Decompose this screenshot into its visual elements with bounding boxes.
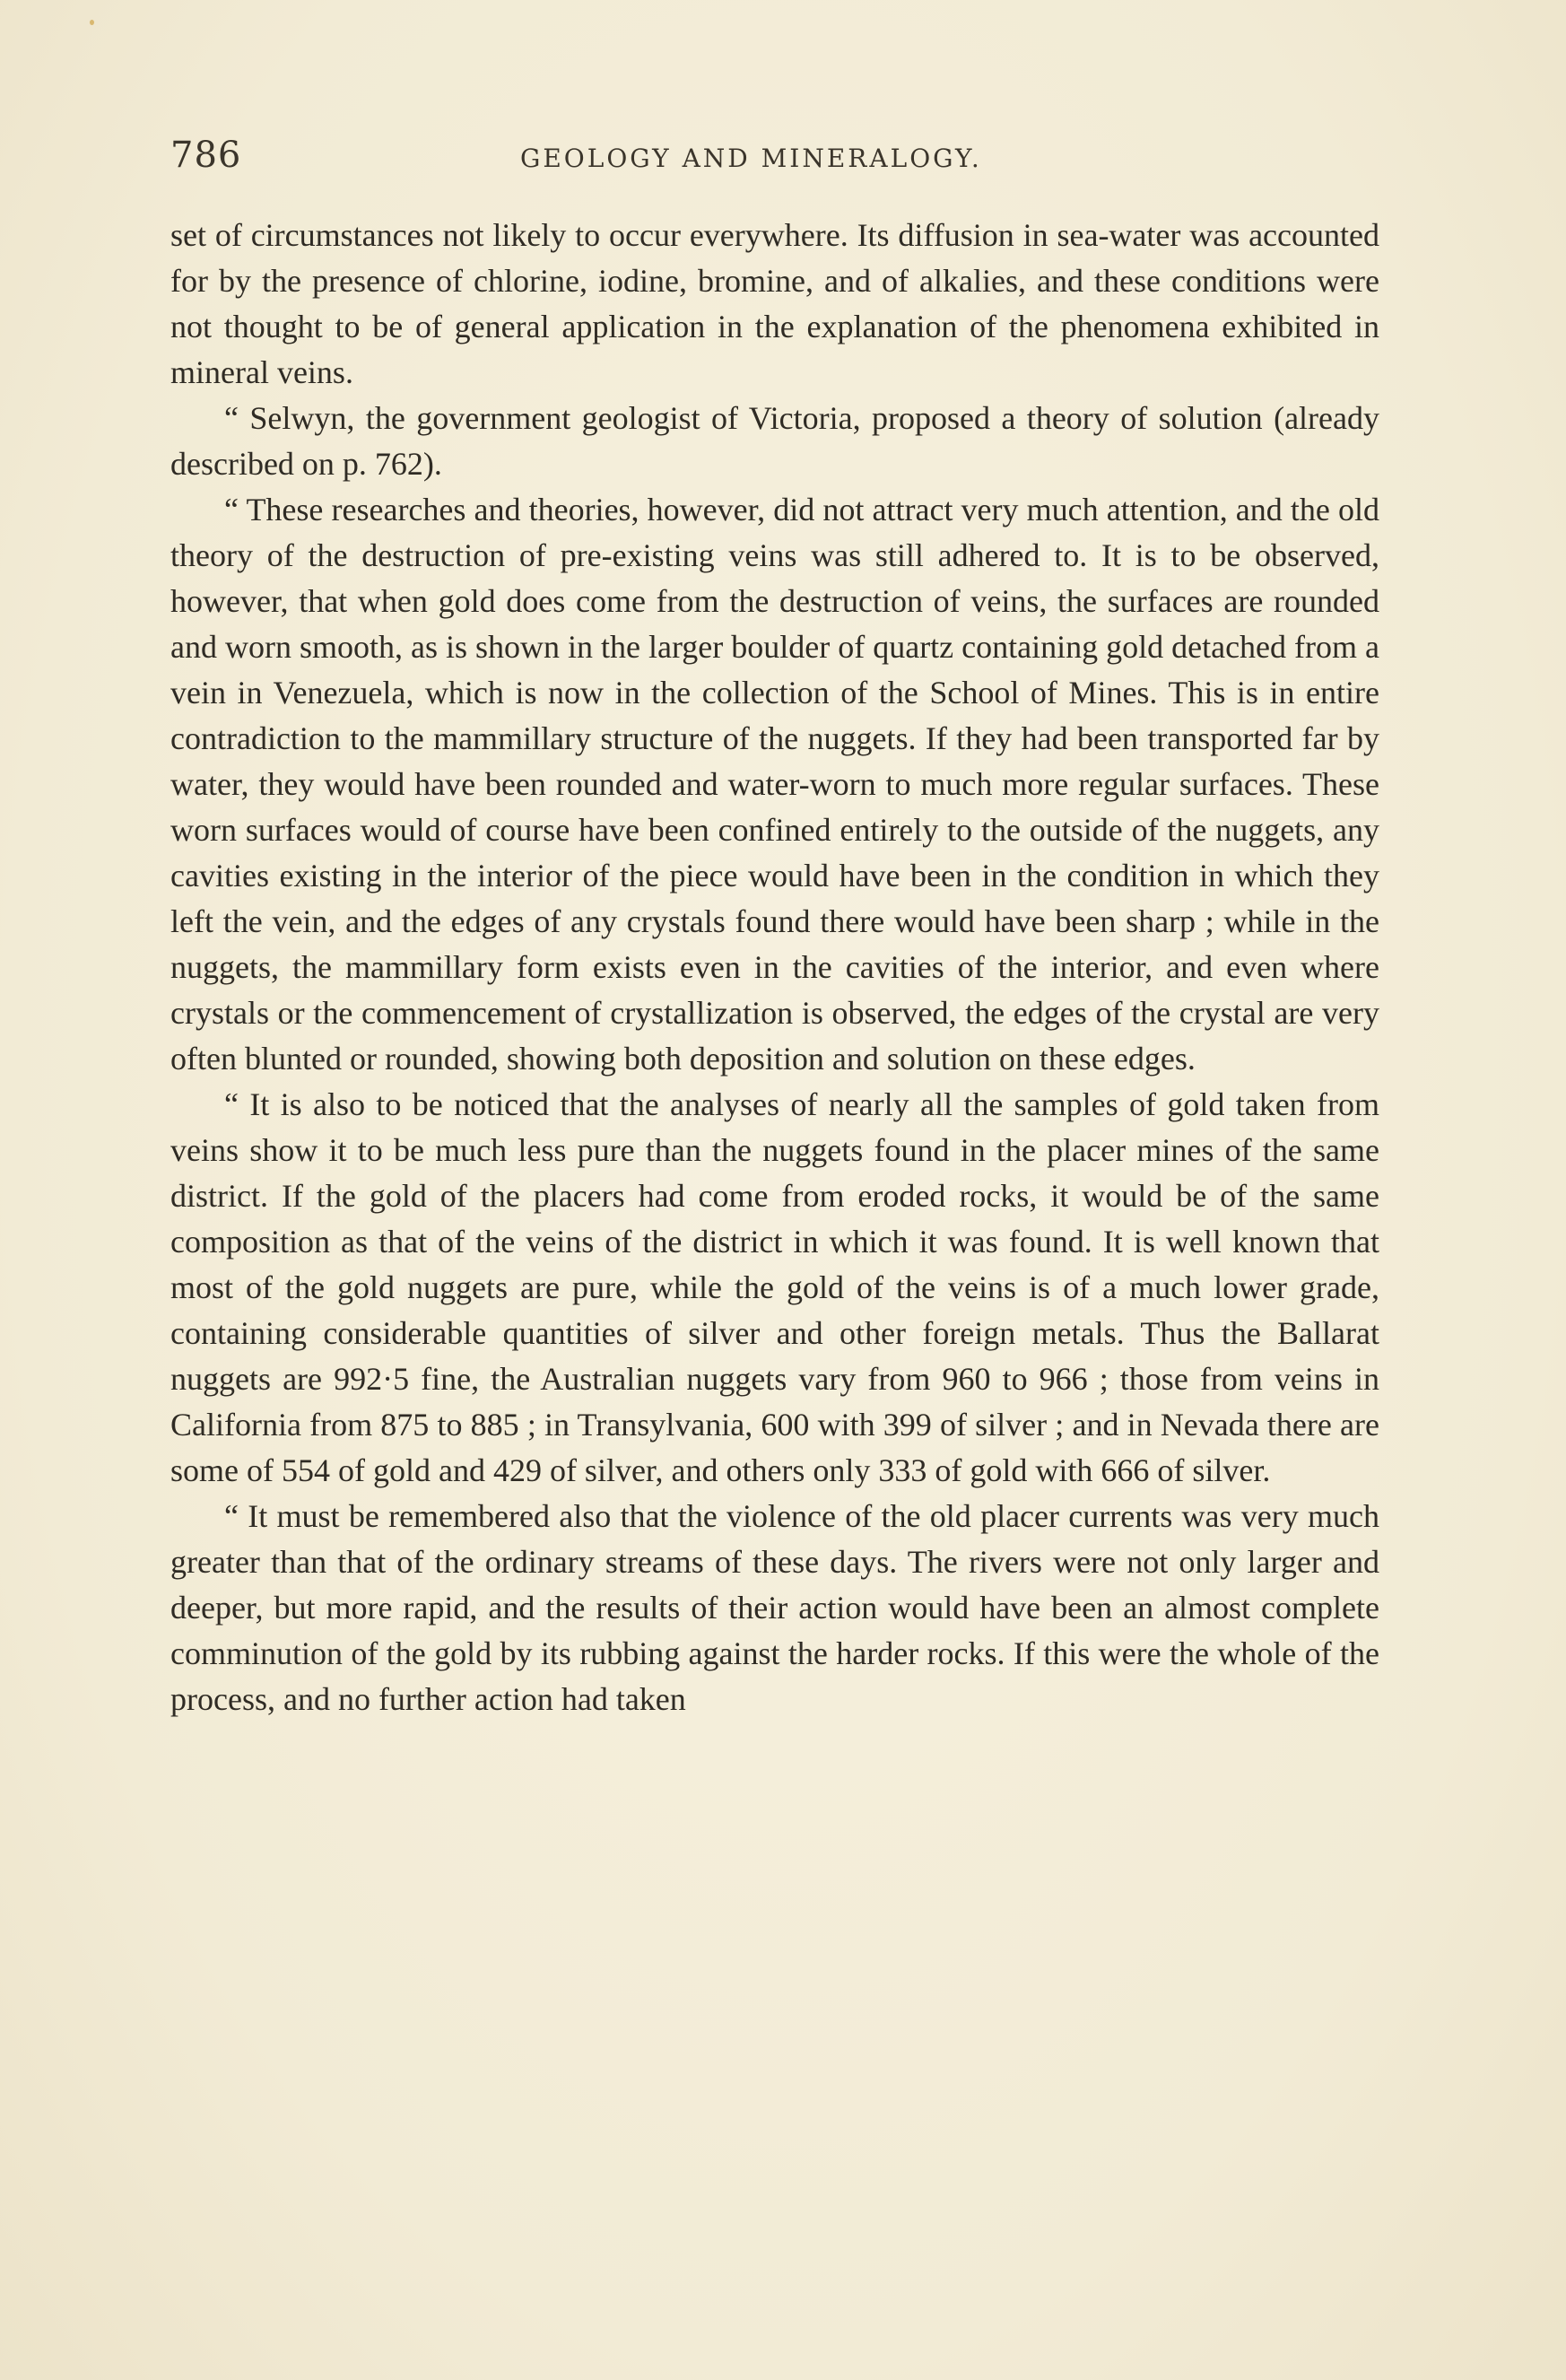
paragraph: “ These researches and theories, however, did not attract very much attention, and the old theory of the destruction of pre-existing veins was still adhered to. It is to be observed, however, that when gold does come from the destruction of veins, the surfaces are rounded and worn smooth, as is shown in the larger boulder of quartz containing gold detached from a vein in Venezuela, which is now in the collection of the School of Mines. This is in entire contradiction to the mammillary structure of the nuggets. If they had been transported far by water, they would have been rounded and water-worn to much more regular surfaces. These worn surfaces would of course have been confined entirely to the outside of the nuggets, any cavities existing in the interior of the piece would have been in the condition in which they left the vein, and the edges of any crystals found there would have been sharp ; while in the nuggets, the mammillary form exists even in the cavities of the interior, and even where crystals or the commencement of crystallization is observed, the edges of the crystal are very often blunted or rounded, showing both deposition and solution on these edges. [170,492,1379,1077]
paragraph: “ It must be remembered also that the violence of the old placer currents was very much greater than that of the ordinary streams of these days. The rivers were not only larger and deeper, but more rapid, and the results of their action would have been an almost complete comminution of the gold by its rubbing against the harder rocks. If this were the whole of the process, and no further action had taken [170,1498,1379,1717]
page-number: 786 [170,135,242,176]
body-text [170,213,1379,1722]
running-head: GEOLOGY AND MINERALOGY. [520,144,982,173]
paragraph: “ Selwyn, the government geologist of Victoria, proposed a theory of solution (already described on p. 762). [170,400,1379,482]
paragraph: “ It is also to be noticed that the analyses of nearly all the samples of gold taken from veins show it to be much less pure than the nuggets found in the placer mines of the same district. If the gold of the placers had come from eroded rocks, it would be of the same composition as that of the veins of the district in which it was found. It is well known that most of the gold nuggets are pure, while the gold of the veins is of a much lower grade, containing considerable quantities of silver and other foreign metals. Thus the Ballarat nuggets are 992·5 fine, the Australian nuggets vary from 960 to 966 ; those from veins in California from 875 to 885 ; in Transylvania, 600 with 399 of silver ; and in Nevada there are some of 554 of gold and 429 of silver, and others only 333 of gold with 666 of silver. [170,1086,1379,1488]
paragraph: set of circumstances not likely to occur everywhere. Its diffusion in sea-water was accounted for by the presence of chlorine, iodine, bromine, and of alkalies, and these conditions were not thought to be of general application in the explanation of the phenomena exhibited in mineral veins. [170,217,1379,390]
page-header [170,135,1399,197]
paper-speck [90,20,94,25]
